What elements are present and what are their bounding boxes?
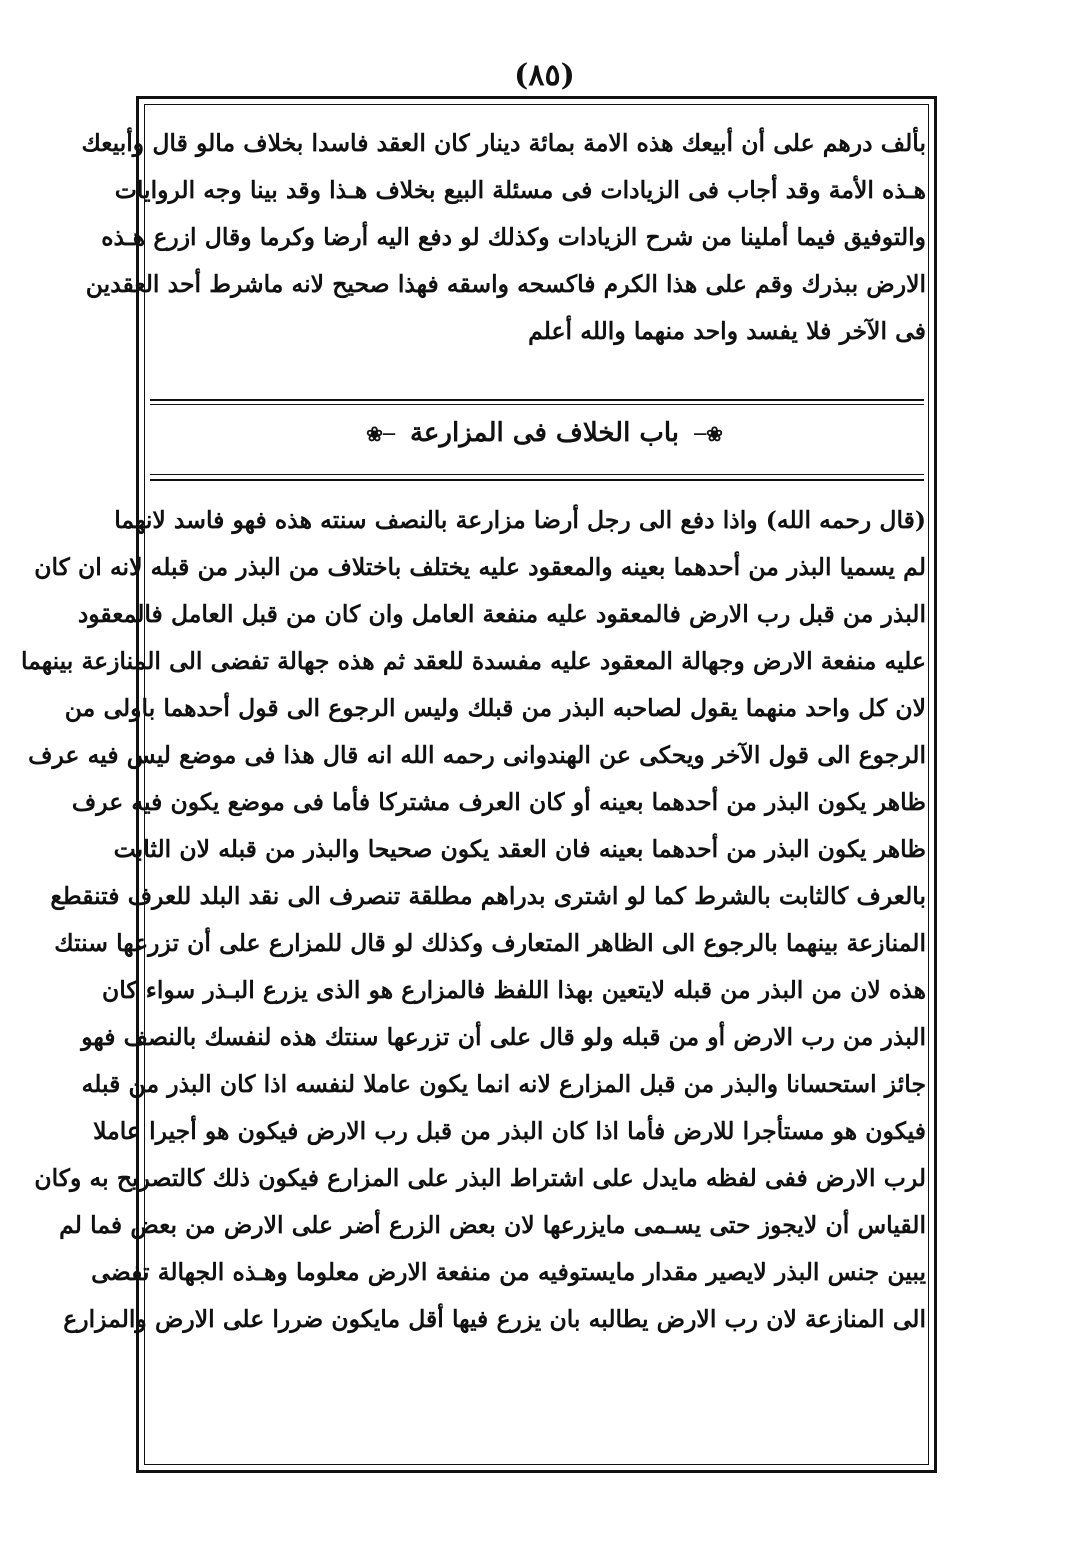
ornament-right: ❀─ (694, 422, 723, 446)
text-line: فيكون هو مستأجرا للارض فأما اذا كان البذر من قبل رب الارض فيكون هو أجيرا عاملا (93, 1117, 926, 1145)
text-line: البذر من قبل رب الارض فالمعقود عليه منفعة العامل وان كان من قبل العامل فالمعقود (77, 600, 926, 628)
ornament-left: ─❀ (366, 422, 395, 446)
text-line: هذه لان من البذر من قبله لايتعين بهذا اللفظ فالمزارع هو الذى يزرع البـذر سواء كان (102, 976, 926, 1004)
text-line: يبين جنس البذر لايصير مقدار مايستوفيه من منفعة الارض معلوما وهـذه الجهالة تفضى (91, 1258, 926, 1286)
text-line: بالعرف كالثابت بالشرط كما لو اشترى بدراهم مطلقة تنصرف الى نقد البلد للعرف فتنقطع (50, 882, 926, 910)
section-divider-bottom-thin (150, 474, 924, 475)
text-line: الارض ببذرك وقم على هذا الكرم فاكسحه واسقه فهذا صحيح لانه ماشرط أحد العقدين (85, 270, 926, 298)
text-line: ظاهر يكون البذر من أحدهما بعينه فان العقد يكون صحيحا والبذر من قبله لان الثابت (113, 835, 926, 863)
text-line: جائز استحسانا والبذر من قبل المزارع لانه انما يكون عاملا لنفسه اذا كان البذر من قبله (81, 1070, 926, 1098)
text-line: الرجوع الى قول الآخر ويحكى عن الهندوانى رحمه الله انه قال هذا فى موضع ليس فيه عرف (28, 741, 926, 769)
text-line: الى المنازعة لان رب الارض يطالبه بان يزرع فيها أقل مايكون ضررا على الارض والمزارع (63, 1305, 926, 1333)
text-line: القياس أن لايجوز حتى يسـمى مايزرعها لان بعض الزرع أضر على الارض من بعض فما لم (59, 1211, 926, 1239)
chapter-heading (0, 418, 1089, 448)
text-line: (قال رحمه الله) واذا دفع الى رجل أرضا مزارعة بالنصف سنته هذه فهو فاسد لانهما (114, 506, 926, 534)
chapter-title: باب الخلاف فى المزارعة (409, 418, 680, 448)
text-line: المنازعة بينهما بالرجوع الى الظاهر المتعارف وكذلك لو قال للمزارع على أن تزرعها سنتك (54, 929, 926, 957)
text-line: لرب الارض ففى لفظه مايدل على اشتراط البذر على المزارع فيكون ذلك كالتصريح به وكان (34, 1164, 926, 1192)
text-line: هـذه الأمة وقد أجاب فى الزيادات فى مسئلة البيع بخلاف هـذا وقد بينا وجه الروايات (114, 176, 926, 204)
top-paragraph (81, 120, 926, 355)
page-number: (٨٥) (514, 58, 575, 93)
text-line: لان كل واحد منهما يقول لصاحبه البذر من قبلك وليس الرجوع الى قول أحدهما باولى من (64, 694, 926, 722)
text-line: ظاهر يكون البذر من أحدهما بعينه أو كان العرف مشتركا فأما فى موضع يكون فيه عرف (71, 788, 926, 816)
text-line: بألف درهم على أن أبيعك هذه الامة بمائة دينار كان العقد فاسدا بخلاف مالو قال وأبيعك (81, 129, 926, 157)
section-divider-top-thin (150, 404, 924, 405)
main-paragraph (20, 497, 926, 1343)
text-line: والتوفيق فيما أملينا من شرح الزيادات وكذلك لو دفع اليه أرضا وكرما وقال ازرع هـذه (101, 223, 926, 251)
text-line: البذر من رب الارض أو من قبله ولو قال على أن تزرعها سنتك هذه لنفسك بالنصف فهو (81, 1023, 926, 1051)
section-divider-top (150, 399, 924, 401)
section-divider-bottom (150, 479, 924, 481)
text-line: فى الآخر فلا يفسد واحد منهما والله أعلم (528, 317, 926, 345)
text-line: لم يسميا البذر من أحدهما بعينه والمعقود عليه يختلف باختلاف من البذر من قبله لانه ان كان (34, 553, 926, 581)
text-line: عليه منفعة الارض وجهالة المعقود عليه مفسدة للعقد ثم هذه جهالة تفضى الى المنازعة بينهما (20, 647, 926, 675)
